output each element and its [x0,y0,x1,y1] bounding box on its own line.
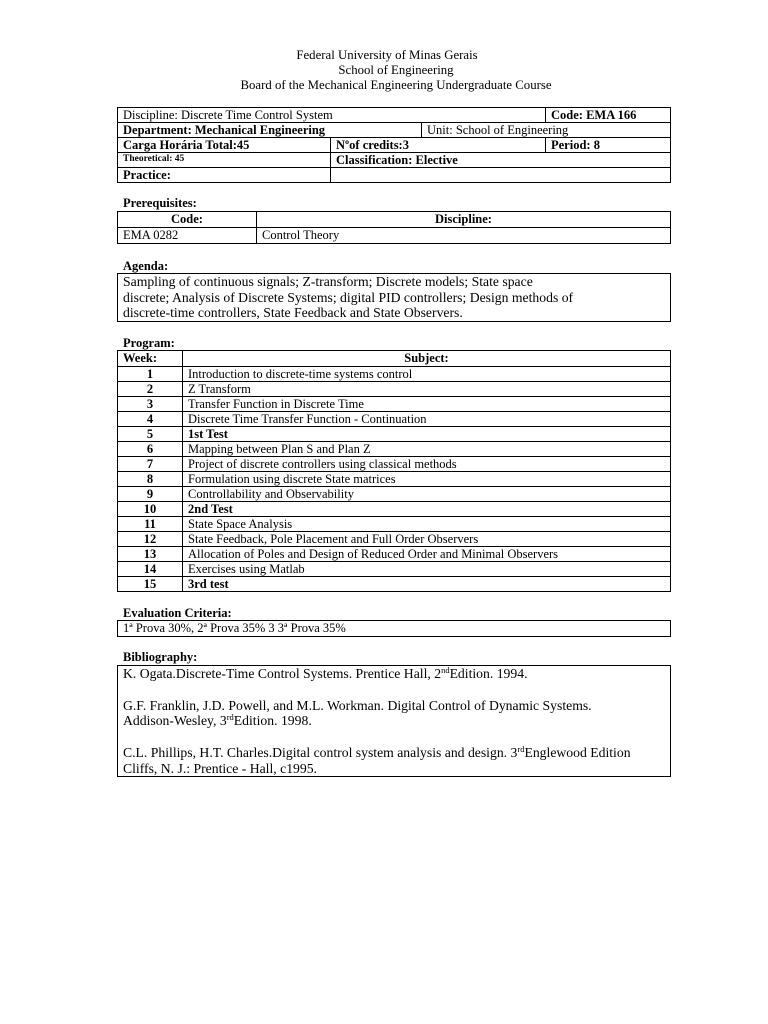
week-number: 6 [118,442,183,457]
bibliography-line [123,666,670,682]
superscript: nd [441,665,450,675]
agenda-line: Sampling of continuous signals; Z-transform; Discrete models; State space [123,274,533,289]
agenda-label: Agenda: [123,259,169,273]
theoretical-cell: Theoretical: 45 [118,153,331,168]
week-number: 8 [118,472,183,487]
week-subject: Discrete Time Transfer Function - Continuation [183,412,671,427]
evaluation-text: 1ª Prova 30%, 2ª Prova 35% 3 3ª Prova 35% [123,621,346,635]
week-number: 10 [118,502,183,517]
prereq-code-header: Code: [118,212,257,228]
week-subject: Controllability and Observability [183,487,671,502]
period-cell: Period: 8 [546,138,671,153]
agenda-line: discrete; Analysis of Discrete Systems; digital PID controllers; Design methods of [123,289,574,305]
week-number: 7 [118,457,183,472]
prerequisites-label: Prerequisites: [123,196,197,210]
document-header [122,48,670,93]
week-number: 9 [118,487,183,502]
school-name: School of Engineering [338,63,454,77]
evaluation-label: Evaluation Criteria: [123,606,232,620]
course-info-table [117,107,671,183]
program-table [117,350,671,592]
credits-cell: Nºof credits:3 [331,138,546,153]
prereq-discipline-value: Control Theory [257,228,671,244]
bibliography-text: Edition. 1994. [449,666,528,681]
bibliography-entry [123,666,670,682]
week-subject-test: 2nd Test [183,502,671,517]
department-cell: Department: Mechanical Engineering [118,123,422,138]
week-subject-test: 3rd test [183,577,671,592]
bibliography-box [117,665,671,777]
practice-cell: Practice: [118,168,331,183]
prereq-discipline-header: Discipline: [257,212,671,228]
bibliography-text: C.L. Phillips, H.T. Charles.Digital control system analysis and design. 3 [123,744,518,760]
subject-header: Subject: [183,351,671,367]
classification-cell: Classification: Elective [331,153,671,168]
bibliography-text: K. Ogata.Discrete-Time Control Systems. Prentice Hall, 2 [123,666,442,681]
unit-cell: Unit: School of Engineering [422,123,671,138]
program-label: Program: [123,336,175,350]
agenda-line: discrete-time controllers, State Feedback and State Observers. [123,305,463,320]
week-subject: Exercises using Matlab [183,562,671,577]
bibliography-line [123,745,670,761]
university-name: Federal University of Minas Gerais [296,48,478,62]
superscript: rd [226,712,234,723]
week-subject: Mapping between Plan S and Plan Z [183,442,671,457]
prereq-code-value: EMA 0282 [118,228,257,244]
week-number: 12 [118,532,183,547]
week-subject: State Space Analysis [183,517,671,532]
bibliography-line: G.F. Franklin, J.D. Powell, and M.L. Workman. Digital Control of Dynamic Systems. [123,697,592,713]
week-number: 4 [118,412,183,427]
bibliography-label: Bibliography: [123,650,198,664]
code-cell: Code: EMA 166 [546,108,671,123]
agenda-box [117,273,671,322]
prerequisites-table [117,211,671,244]
week-subject: Project of discrete controllers using classical methods [183,457,671,472]
week-number: 5 [118,427,183,442]
bibliography-text: Addison-Wesley, 3 [123,713,227,729]
week-number: 14 [118,562,183,577]
week-subject: Formulation using discrete State matrices [183,472,671,487]
week-number: 1 [118,367,183,382]
week-subject: Transfer Function in Discrete Time [183,397,671,412]
bibliography-text: Englewood Edition [524,744,631,760]
bibliography-entry [123,698,670,730]
bibliography-text: Edition. 1998. [233,713,312,729]
discipline-cell: Discipline: Discrete Time Control System [118,108,546,123]
bibliography-line [123,713,670,729]
week-subject: Z Transform [183,382,671,397]
bibliography-entry [123,745,670,777]
week-subject: Allocation of Poles and Design of Reduced Order and Minimal Observers [183,547,671,562]
week-number: 13 [118,547,183,562]
week-header: Week: [118,351,183,367]
workload-total-cell: Carga Horária Total:45 [118,138,331,153]
superscript: rd [517,743,525,754]
week-number: 2 [118,382,183,397]
week-number: 15 [118,577,183,592]
evaluation-box [117,620,671,637]
week-subject: State Feedback, Pole Placement and Full Order Observers [183,532,671,547]
week-number: 3 [118,397,183,412]
week-number: 11 [118,517,183,532]
week-subject: Introduction to discrete-time systems control [183,367,671,382]
week-subject-test: 1st Test [183,427,671,442]
practice-value-cell [331,168,671,183]
board-name: Board of the Mechanical Engineering Undergraduate Course [240,78,552,92]
bibliography-line: Cliffs, N. J.: Prentice - Hall, c1995. [123,760,318,776]
